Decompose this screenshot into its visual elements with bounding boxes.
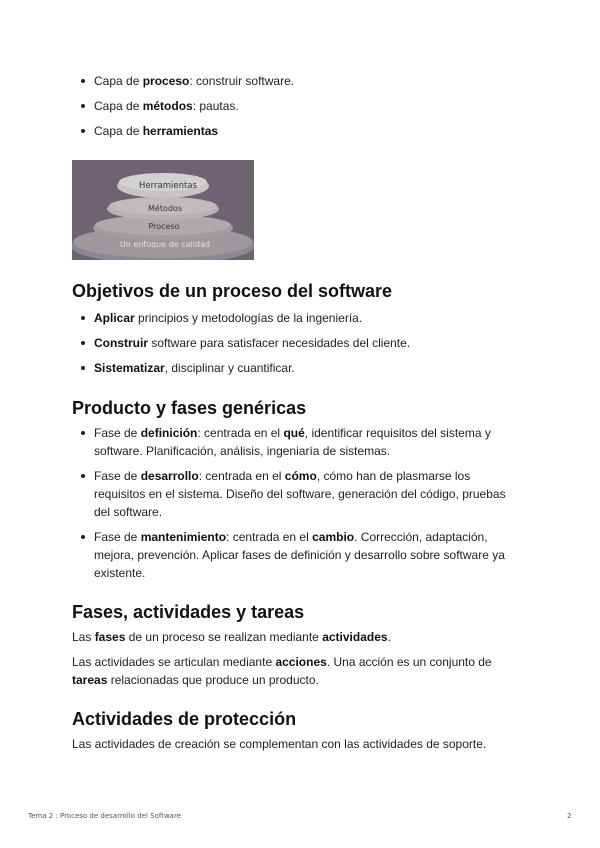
list-item: Aplicar principios y metodologías de la ingeniería.: [72, 309, 532, 327]
section-title-objetivos: Objetivos de un proceso del software: [72, 281, 393, 301]
calidad-label: Un enfoque de calidad: [119, 240, 211, 249]
list-item: Capa de métodos: pautas.: [72, 97, 532, 115]
list-item: Construir software para satisfacer necesidades del cliente.: [72, 334, 532, 352]
layers-diagram-image: [72, 160, 254, 260]
herramientas-label: Herramientas: [139, 181, 197, 191]
section-title-producto: Producto y fases genéricas: [72, 398, 307, 418]
fases-paragraph-1: Las fases de un proceso se realizan mediante actividades.: [72, 630, 391, 644]
layers-diagram-svg: [72, 160, 254, 260]
list-item: Capa de herramientas: [72, 122, 532, 140]
producto-list: [72, 424, 512, 582]
proteccion-paragraph: Las actividades de creación se complementan con las actividades de soporte.: [72, 737, 487, 751]
section-title-fases: Fases, actividades y tareas: [72, 602, 305, 622]
list-item: Fase de mantenimiento: centrada en el cambio. Corrección, adaptación, mejora, prevención. Aplicar fases de definición y desarrollo sobre software ya existente.: [72, 528, 512, 582]
list-item: Fase de definición: centrada en el qué, identificar requisitos del sistema y software. Planificación, análisis, ingeniaría de sistemas.: [72, 424, 512, 460]
section-title-proteccion: Actividades de protección: [72, 709, 297, 729]
objetivos-list: [72, 309, 532, 377]
layers-list: [72, 72, 532, 140]
proceso-label: Proceso: [148, 222, 180, 231]
page-number: 2: [567, 812, 572, 820]
footer-title: Tema 2 : Proceso de desarrollo del Software: [28, 812, 182, 820]
fases-paragraph-2: Las actividades se articulan mediante acciones. Una acción es un conjunto de tareas relacionadas que produce un producto.: [72, 655, 492, 687]
list-item: Sistematizar, disciplinar y cuantificar.: [72, 359, 532, 377]
list-item: Fase de desarrollo: centrada en el cómo, cómo han de plasmarse los requisitos en el sistema. Diseño del software, generación del código, pruebas del software.: [72, 467, 512, 521]
metodos-label: Métodos: [148, 204, 182, 213]
list-item: Capa de proceso: construir software.: [72, 72, 532, 90]
